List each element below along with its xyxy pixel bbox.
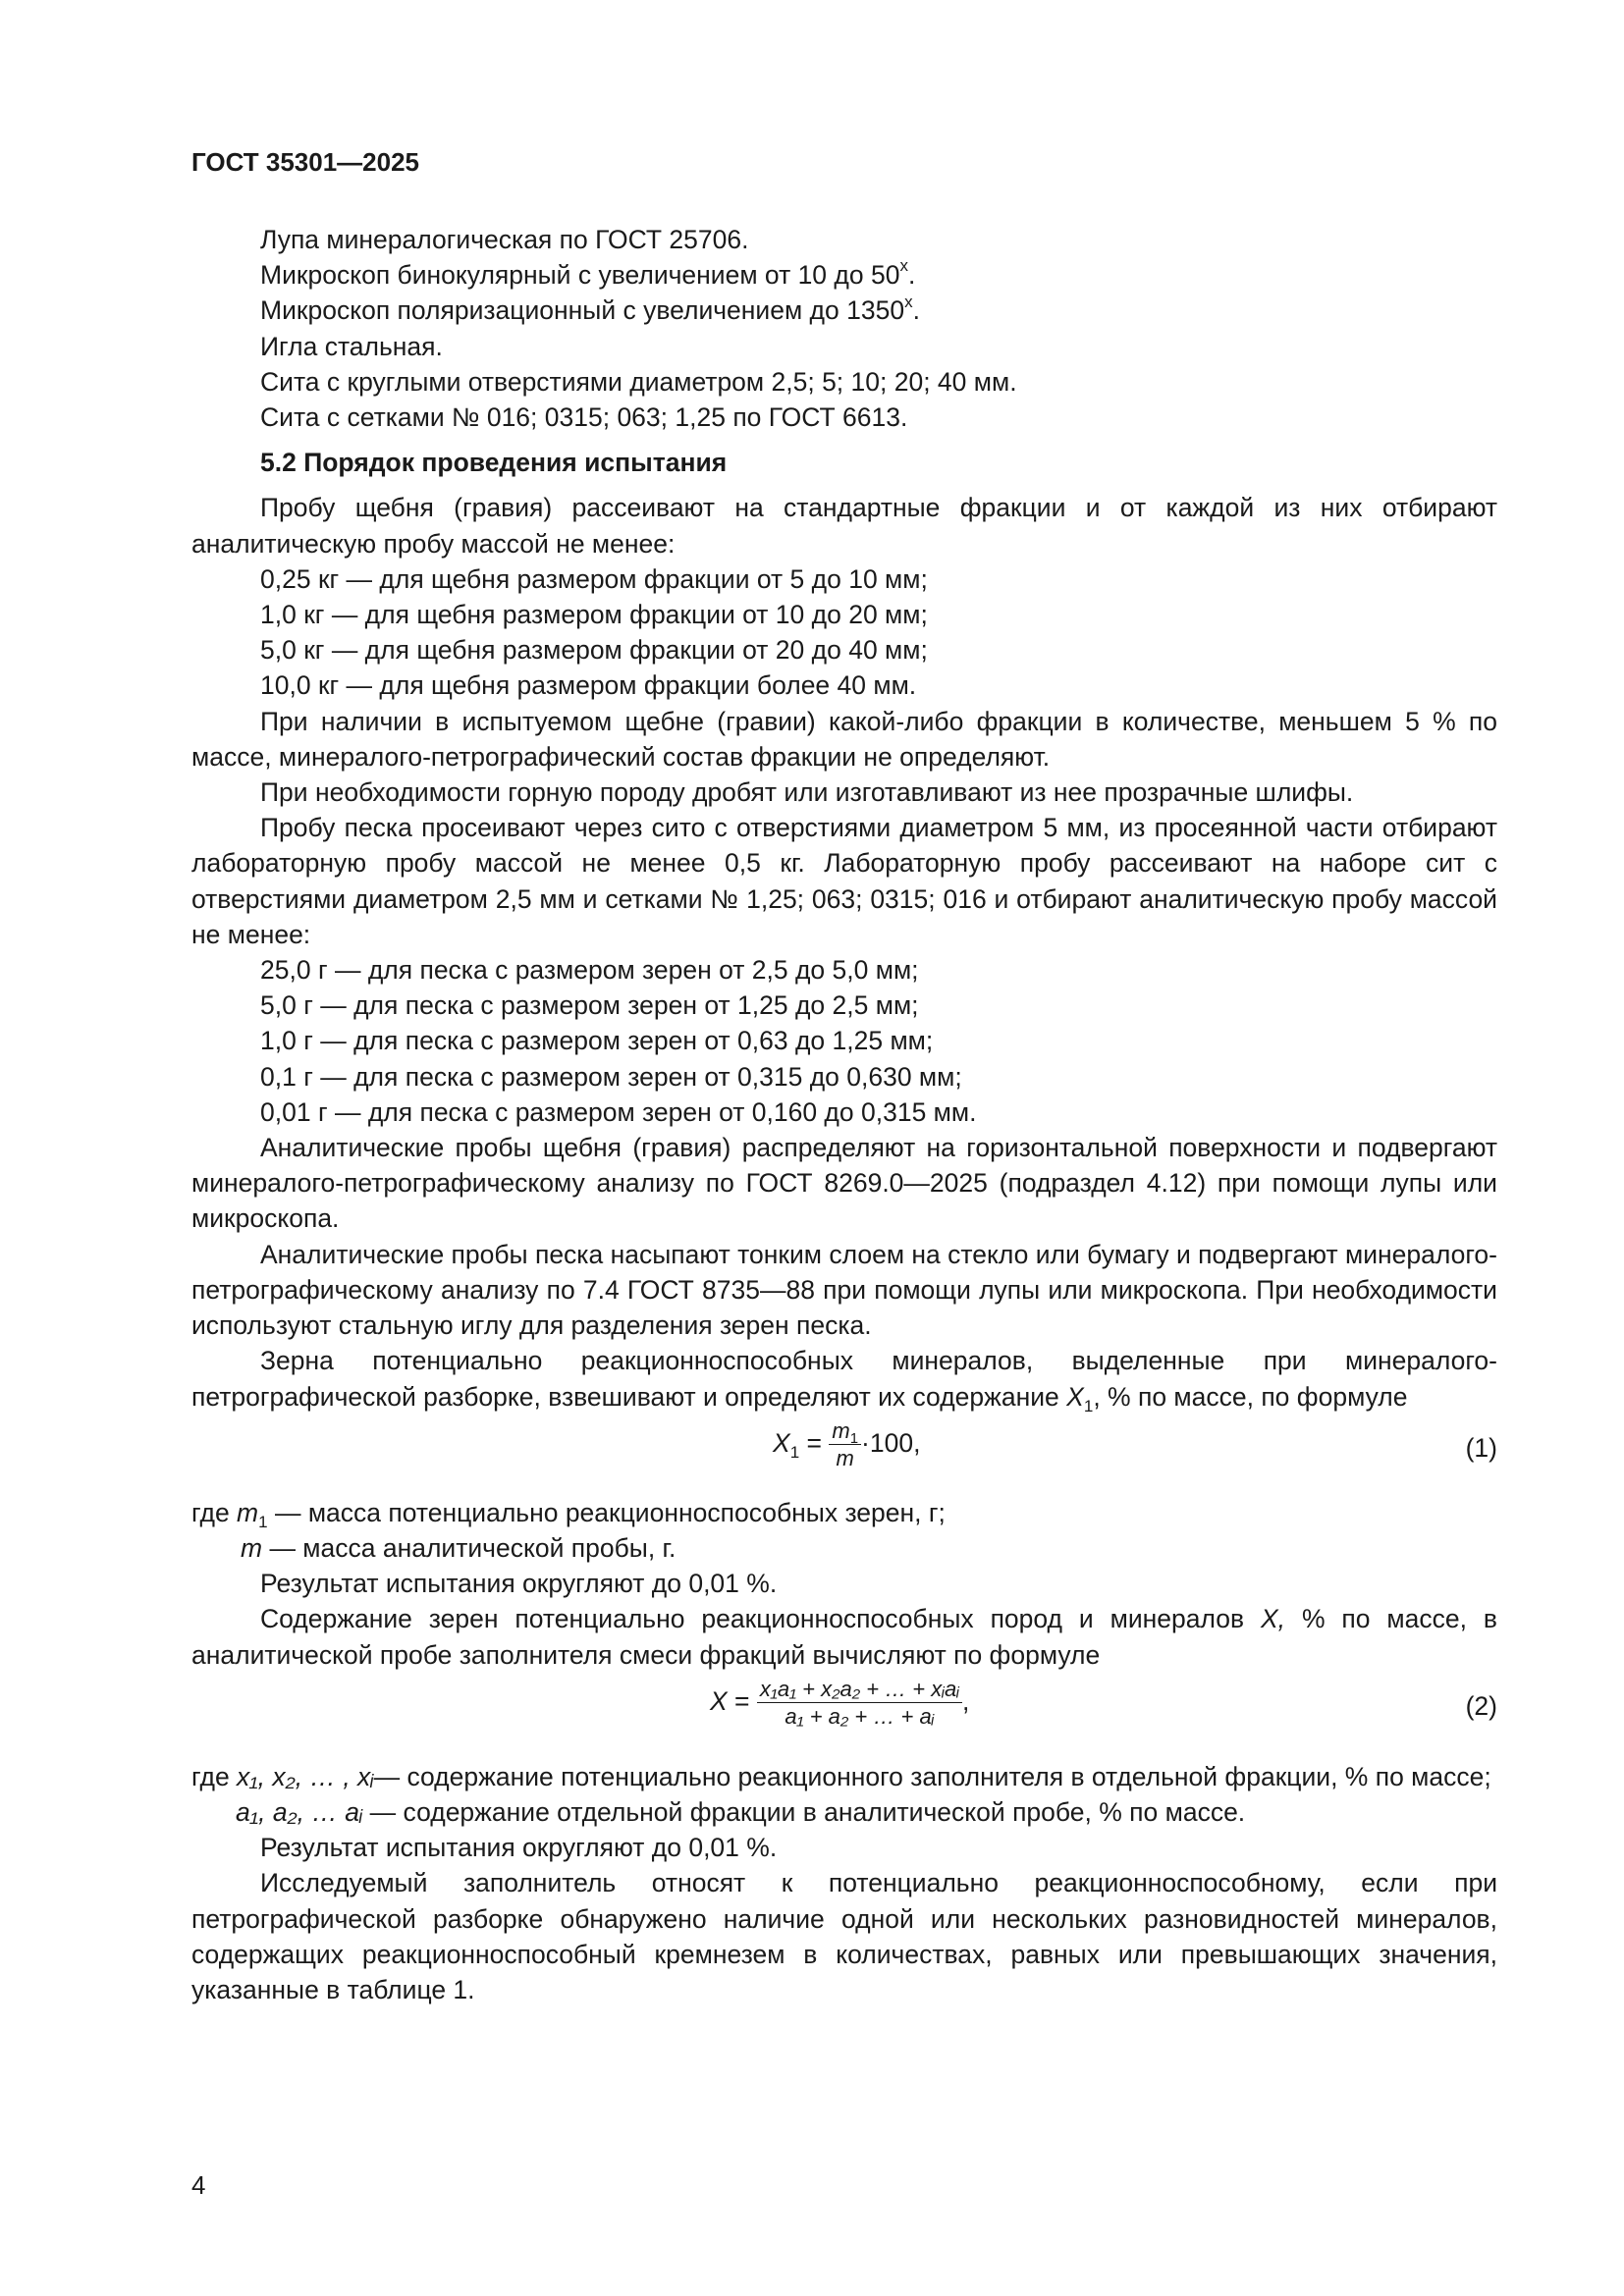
paragraph: Результат испытания округляют до 0,01 %.: [260, 1833, 778, 1863]
paragraph: Содержание зерен потенциально реакционноспособных пород и минералов X, % по массе, в аналитической пробе заполнителя смеси фракций вычисляют по формуле: [191, 1604, 1497, 1670]
paragraph: Аналитические пробы песка насыпают тонким слоем на стекло или бумагу и подвергают минералого-петрографическому анализу по 7.4 ГОСТ 8735—88 при помощи лупы или микроскопа. При необходимости используют стальную иглу для разделения зерен песка.: [191, 1239, 1497, 1341]
list-item: 0,1 г — для песка с размером зерен от 0,315 до 0,630 мм;: [260, 1061, 962, 1092]
paragraph: При необходимости горную породу дробят или изготавливают из нее прозрачные шлифы.: [260, 777, 1354, 808]
paragraph: При наличии в испытуемом щебне (гравии) какой-либо фракции в количестве, меньшем 5 % по массе, минералого-петрографический состав фракции не определяют.: [191, 706, 1497, 772]
where-line: где x₁, x₂, … , xᵢ — содержание потенциально реакционного заполнителя в отдельной фракции, % по массе;: [191, 1761, 1491, 1791]
equip-item: Микроскоп бинокулярный с увеличением от 10 до 50$^x$.: [260, 256, 916, 291]
equip-item: Лупа минералогическая по ГОСТ 25706.: [260, 225, 749, 254]
list-item: 5,0 кг — для щебня размером фракции от 20 до 40 мм;: [260, 635, 928, 666]
list-item: 5,0 г — для песка с размером зерен от 1,25 до 2,5 мм;: [260, 990, 919, 1021]
equip-item: Сита с круглыми отверстиями диаметром 2,5; 5; 10; 20; 40 мм.: [260, 366, 1017, 397]
paragraph: Пробу песка просеивают через сито с отверстиями диаметром 5 мм, из просеянной части отбирают лабораторную пробу массой не менее 0,5 кг. Лабораторную пробу рассеивают на наборе сит с отверстиями диаметром 2,5 мм и сетками № 1,25; 063; 0315; 016 и отбирают аналитическую пробу массой не менее:: [191, 813, 1497, 949]
list-item: 0,25 кг — для щебня размером фракции от 5 до 10 мм;: [260, 563, 928, 594]
where-line: где $m_1$ — масса потенциально реакционноспособных зерен, г;: [191, 1497, 946, 1531]
list-item: 1,0 г — для песка с размером зерен от 0,63 до 1,25 мм;: [260, 1026, 934, 1056]
equip-item: Игла стальная.: [260, 331, 443, 361]
paragraph: Зерна потенциально реакционноспособных минералов, выделенные при минералого-петрографической разборке, взвешивают и определяют их содержание $X_1$, % по массе, по формуле: [191, 1346, 1497, 1415]
formula-1-fraction: $\frac{m_1}{m}$: [829, 1420, 861, 1469]
formula-1-number: (1): [1465, 1432, 1497, 1463]
page-content: [191, 222, 1497, 2007]
section-heading: 5.2 Порядок проведения испытания: [260, 448, 728, 478]
list-item: 0,01 г — для песка с размером зерен от 0,160 до 0,315 мм.: [260, 1096, 977, 1127]
paragraph: Исследуемый заполнитель относят к потенциально реакционноспособному, если при петрографической разборке обнаружено наличие одной или нескольких разновидностей минералов, содержащих реакционноспособный кремнезем в количествах, равных или превышающих значения, указанные в таблице 1.: [191, 1868, 1497, 2004]
formula-1-lhs: X: [773, 1427, 790, 1458]
page-number: 4: [191, 2170, 206, 2200]
list-item: 25,0 г — для песка с размером зерен от 2,5 до 5,0 мм;: [260, 955, 919, 986]
formula-1: $X_1$ = $\frac{m_1}{m}$ ·100, (1): [773, 1417, 1497, 1470]
document-header: ГОСТ 35301—2025: [191, 147, 419, 177]
paragraph: Результат испытания округляют до 0,01 %.: [260, 1569, 778, 1599]
formula-2-lhs: X: [710, 1685, 728, 1716]
paragraph: Аналитические пробы щебня (гравия) распределяют на горизонтальной поверхности и подвергают минералого-петрографическому анализу по ГОСТ 8269.0—2025 (подраздел 4.12) при помощи лупы или микроскопа.: [191, 1133, 1497, 1234]
formula-2-number: (2): [1465, 1690, 1497, 1721]
formula-2-fraction: $\frac{\text{x₁a₁ + x₂a₂ + … + xᵢaᵢ}}{\text{a₁ + a₂ + … + aᵢ}}$: [757, 1679, 962, 1728]
equip-item: Сита с сетками № 016; 0315; 063; 1,25 по ГОСТ 6613.: [260, 402, 908, 433]
formula-2: X = $\frac{\text{x₁a₁ + x₂a₂ + … + xᵢaᵢ}}{\text{a₁ + a₂ + … + aᵢ}}$ , (2): [710, 1676, 1497, 1729]
where-line: a₁, a₂, … aᵢ — содержание отдельной фракции в аналитической пробе, % по массе.: [236, 1796, 1246, 1827]
list-item: 1,0 кг — для щебня размером фракции от 10 до 20 мм;: [260, 600, 928, 630]
list-item: 10,0 кг — для щебня размером фракции более 40 мм.: [260, 670, 917, 701]
equip-item: Микроскоп поляризационный с увеличением до 1350$^x$.: [260, 292, 920, 326]
paragraph: Пробу щебня (гравия) рассеивают на стандартные фракции и от каждой из них отбирают аналитическую пробу массой не менее:: [191, 493, 1497, 559]
where-line: m — масса аналитической пробы, г.: [241, 1532, 677, 1563]
